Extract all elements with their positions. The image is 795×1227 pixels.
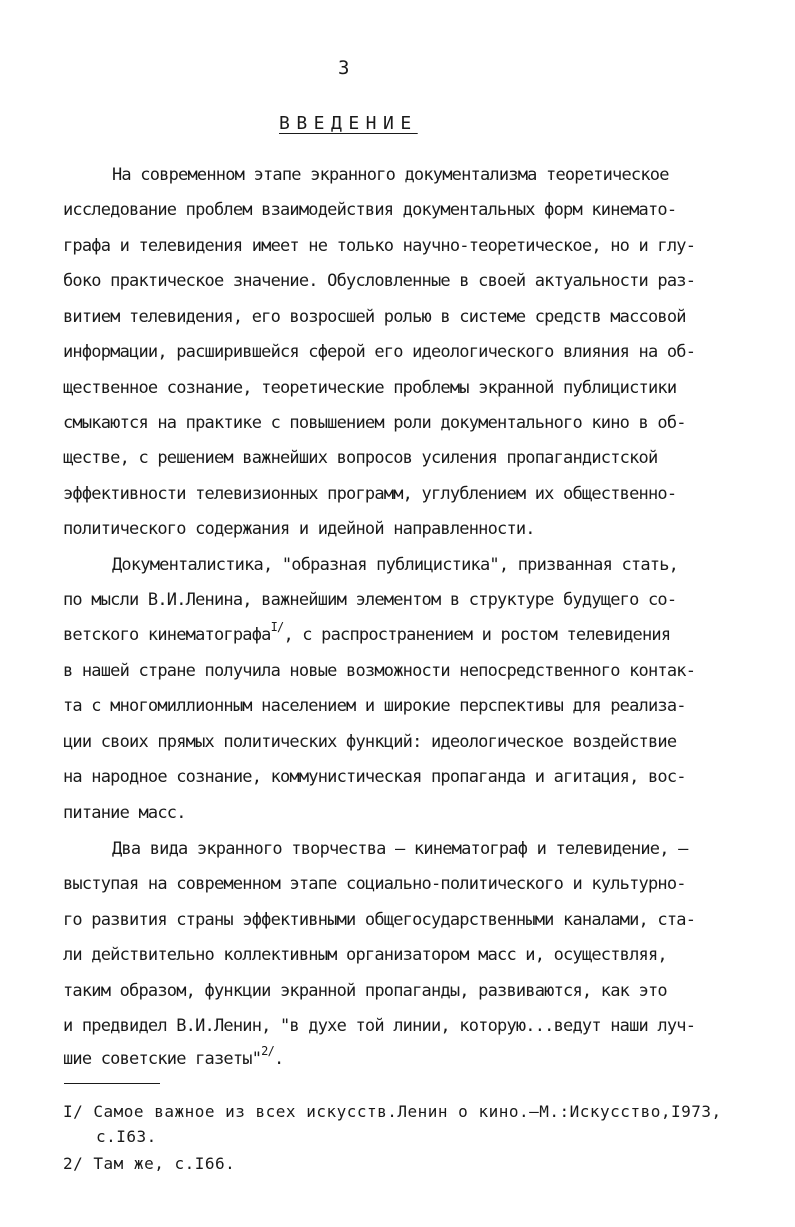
paragraph-2-line-4: в нашей стране получила новые возможности непосредственного контак- [63,661,696,681]
section-heading: ВВЕДЕНИЕ [279,113,418,134]
page-number: 3 [338,57,350,79]
paragraph-1-line-8: смыкаются на практике с повышением роли документального кино в об- [63,413,686,433]
paragraph-1-line-5: витием телевидения, его возросшей ролью в системе средств массовой [63,307,686,327]
paragraph-3-line-2: выступая на современном этапе социально-политического и культурно- [63,874,686,894]
footnote-2: 2/ Там же, с.I66. [63,1154,236,1173]
footnote-ref-1: I/ [270,620,284,634]
paragraph-2-line-3 [63,620,671,646]
paragraph-1-line-10: эффективности телевизионных программ, углублением их общественно- [63,484,677,504]
paragraph-3-line-5: таким образом, функции экранной пропаганды, развиваются, как это [63,981,667,1001]
paragraph-2-line-5: та с многомиллионным населением и широкие перспективы для реализа- [63,696,686,716]
paragraph-1-line-6: информации, расширившейся сферой его идеологического влияния на об- [63,342,696,362]
paragraph-3-line-7 [63,1044,284,1070]
paragraph-1-line-1: На современном этапе экранного документализма теоретическое [112,165,669,185]
paragraph-1-line-4: боко практическое значение. Обусловленные в своей актуальности раз- [63,271,696,291]
paragraph-1-line-3: графа и телевидения имеет не только научно-теоретическое, но и глу- [63,236,696,256]
footnote-divider [64,1083,160,1084]
paragraph-2-line-6: ции своих прямых политических функций: идеологическое воздействие [63,732,677,752]
paragraph-2-line-7: на народное сознание, коммунистическая пропаганда и агитация, вос- [63,767,686,787]
paragraph-3-line-3: го развития страны эффективными общегосударственными каналами, ста- [63,910,696,930]
paragraph-3-line-6: и предвидел В.И.Ленин, "в духе той линии, которую...ведут наши луч- [63,1016,696,1036]
paragraph-3-line-1: Два вида экранного творчества – кинематограф и телевидение, – [112,839,688,859]
paragraph-1-line-7: щественное сознание, теоретические проблемы экранной публицистики [63,378,677,398]
paragraph-3-line-4: ли действительно коллективным организатором масс и, осуществляя, [63,945,667,965]
paragraph-2-line-8: питание масс. [63,803,186,823]
paragraph-2-line-2: по мысли В.И.Ленина, важнейшим элементом в структуре будущего со- [63,590,677,610]
footnote-1-line-2: с.I63. [96,1127,157,1146]
paragraph-2-line-3-tail: , с распространением и ростом телевидения [283,625,671,645]
paragraph-3-line-7-tail: . [274,1049,284,1069]
footnote-1-line-1: I/ Самое важное из всех искусств.Ленин о кино.–М.:Искусство,I973, [63,1102,722,1121]
footnote-ref-2: 2/ [261,1044,274,1058]
paragraph-3-line-7-text: шие советские газеты" [63,1049,262,1069]
paragraph-1-line-11: политического содержания и идейной направленности. [63,519,535,539]
paragraph-2-line-3-text: ветского кинематографа [63,625,271,645]
paragraph-2-line-1: Документалистика, "образная публицистика", призванная стать, [112,555,679,575]
paragraph-1-line-9: ществе, с решением важнейших вопросов усиления пропагандистской [63,448,658,468]
paragraph-1-line-2: исследование проблем взаимодействия документальных форм кинемато- [63,200,677,220]
